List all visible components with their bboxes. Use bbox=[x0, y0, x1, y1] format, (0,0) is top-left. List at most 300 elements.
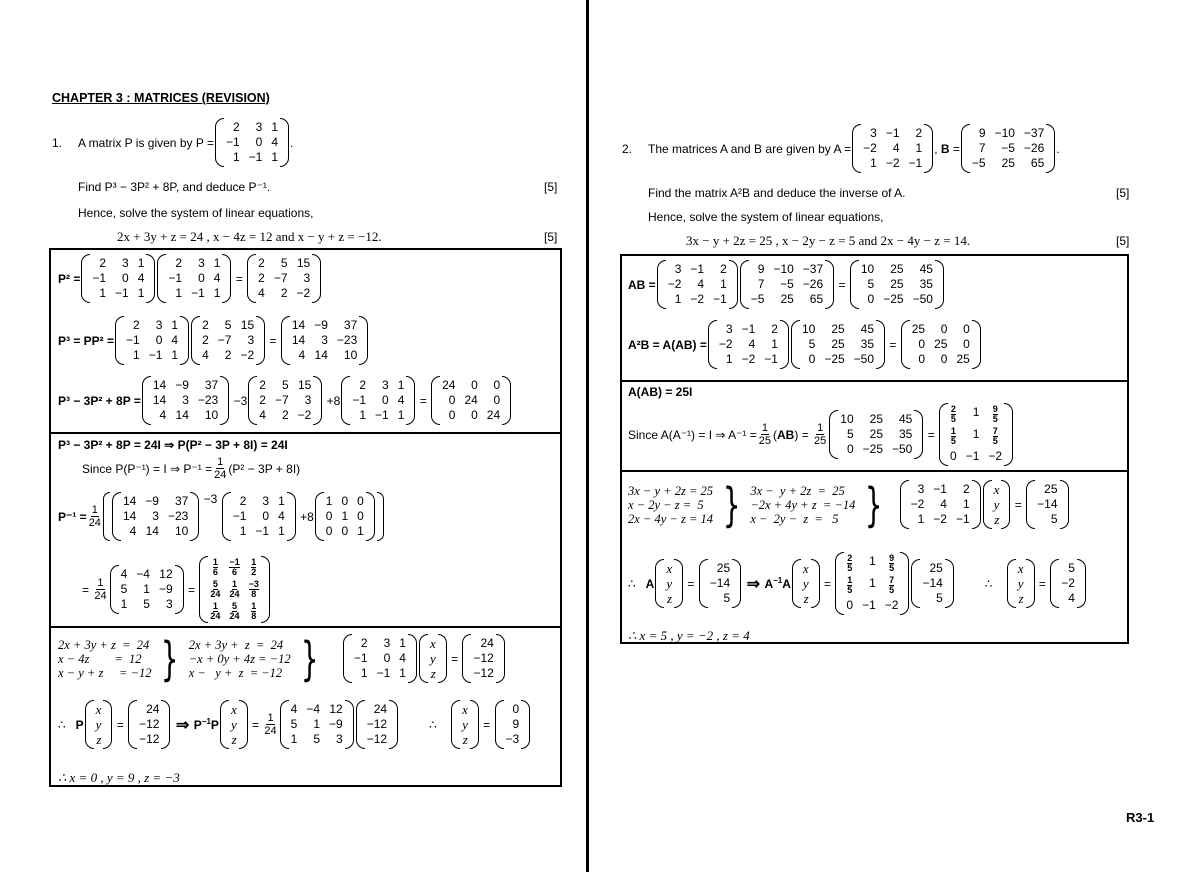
vector-xyz-4 bbox=[451, 700, 479, 749]
matrix-cell: 4 bbox=[397, 393, 405, 407]
matrix-cell: −9 bbox=[329, 717, 343, 731]
matrix-cell: 25 bbox=[890, 262, 904, 276]
q2-task1: Find the matrix A²B and deduce the inverse of A. bbox=[648, 186, 906, 200]
matrix-cell: 4 bbox=[129, 524, 137, 538]
matrix-cell: −1 6 bbox=[229, 557, 240, 577]
matrix-cell: −50 bbox=[853, 352, 875, 366]
matrix-cell: −2 bbox=[718, 337, 733, 351]
matrix-cell: 24 bbox=[442, 378, 456, 392]
matrix-cell: 14 bbox=[291, 318, 306, 332]
matrix-cell: −1 bbox=[225, 135, 240, 149]
matrix-cell: −5 bbox=[780, 277, 794, 291]
matrix-cell: −2 bbox=[297, 408, 312, 422]
matrix-cell: 5 bbox=[723, 591, 731, 605]
matrix-cell: 25 bbox=[831, 322, 845, 336]
frac-1-24: $\frac{1}{24}$ bbox=[214, 456, 227, 481]
matrix-cell: 0 bbox=[963, 322, 970, 336]
matrix-cell: z bbox=[462, 732, 468, 747]
q2-number: 2. bbox=[622, 141, 633, 156]
matrix-cell: −26 bbox=[1023, 141, 1045, 155]
matrix-cell: 0 bbox=[382, 393, 389, 407]
matrix-cell: 24 bbox=[486, 408, 501, 422]
matrix-cell: 1 24 bbox=[229, 579, 240, 599]
matrix-cell: 5 bbox=[143, 597, 150, 611]
matrix-cell: −23 bbox=[336, 333, 358, 347]
matrix-cell: 2 bbox=[360, 636, 368, 650]
matrix-cell: 2 5 bbox=[847, 553, 853, 573]
matrix-cell: 4 bbox=[159, 408, 167, 422]
q1-intro: A matrix P is given by P = bbox=[78, 135, 214, 150]
matrix-cell: 65 bbox=[1030, 156, 1045, 170]
matrix-cell: 14 bbox=[122, 509, 137, 523]
matrix-cell: −5 bbox=[971, 156, 986, 170]
matrix-cell: 4 bbox=[748, 337, 756, 351]
matrix-cell: −7 bbox=[217, 333, 232, 347]
matrix-cell: −1 bbox=[955, 512, 970, 526]
matrix-cell: −4 bbox=[136, 567, 150, 581]
matrix-cell: 3 bbox=[165, 597, 173, 611]
matrix-cell: 5 bbox=[846, 427, 854, 441]
matrix-cell: x bbox=[666, 561, 673, 576]
matrix-B bbox=[961, 124, 1055, 173]
q1-sys-left: 2x + 3y + z = 24 x − 4z = 12 x − y + z = −12 bbox=[58, 637, 152, 680]
matrix-cell: 0 bbox=[918, 337, 926, 351]
matrix-cell: −7 bbox=[274, 393, 289, 407]
matrix-cell: x bbox=[462, 702, 468, 717]
matrix-cell: 45 bbox=[919, 262, 933, 276]
matrix-cell: 1 bbox=[869, 576, 876, 590]
matrix-cell: −12 bbox=[366, 717, 388, 731]
frac-1-25-b: $\frac{1}{25}$ bbox=[814, 422, 827, 447]
matrix-cell: x bbox=[802, 561, 809, 576]
matrix-AB-result bbox=[850, 260, 944, 309]
matrix-P-2 bbox=[157, 254, 231, 303]
matrix-A-2 bbox=[708, 320, 789, 369]
matrix-cell: 5 24 bbox=[210, 579, 221, 599]
matrix-cell: y bbox=[230, 717, 237, 732]
matrix-cell: 2 bbox=[202, 333, 209, 347]
matrix-cell: 5 24 bbox=[229, 601, 240, 621]
matrix-cell: 2 bbox=[259, 378, 266, 392]
matrix-B-1 bbox=[740, 260, 834, 309]
matrix-cell: 25 bbox=[934, 337, 948, 351]
matrix-cell: 12 bbox=[159, 567, 173, 581]
matrix-cell: 0 bbox=[867, 292, 875, 306]
q2-sys-left: 3x − y + 2z = 25 x − 2y − z = 5 2x − 4y − z = 14 bbox=[628, 483, 714, 526]
matrix-cell: 1 8 bbox=[251, 601, 257, 621]
q1-marks2: [5] bbox=[544, 230, 558, 244]
matrix-cell: y bbox=[95, 717, 102, 732]
matrix-cell: −2 bbox=[863, 141, 877, 155]
matrix-cell: 25 bbox=[890, 277, 904, 291]
matrix-cell: x bbox=[1017, 561, 1024, 576]
q2-a2b-row: A²B = A(AB) = 3 −1 2 −2 4 1 1 −2 −1 10 25 45 5 25 35 0 −25 −50 = 25 0 0 0 25 0 0 0 25 bbox=[628, 320, 982, 369]
brace-4: } bbox=[865, 477, 883, 532]
matrix-cell: −1 bbox=[255, 524, 270, 538]
matrix-cell: 1 bbox=[870, 156, 877, 170]
matrix-P2-result bbox=[247, 254, 321, 303]
matrix-cell: 1 bbox=[278, 494, 285, 508]
matrix-cell: 1 bbox=[357, 524, 364, 538]
matrix-cell: 0 bbox=[471, 408, 478, 422]
matrix-cell: 3 bbox=[674, 262, 682, 276]
q1-number: 1. bbox=[52, 135, 63, 150]
matrix-P3-copy bbox=[142, 376, 229, 425]
matrix-cell: −2 bbox=[884, 598, 899, 612]
q1-p2-row: P² = 2 3 1 −1 0 4 1 −1 1 2 3 1 −1 0 4 1 −1 1 = 2 5 15 2 −7 3 4 2 −2 bbox=[58, 254, 322, 303]
matrix-P2-copy-2 bbox=[248, 376, 322, 425]
matrix-cell: 1 bbox=[915, 141, 923, 155]
matrix-cell: y bbox=[462, 717, 468, 732]
matrix-cell: 0 bbox=[357, 494, 364, 508]
matrix-cell: 0 bbox=[325, 509, 333, 523]
matrix-cell: 14 bbox=[152, 378, 167, 392]
q1-marks1: [5] bbox=[544, 180, 558, 194]
matrix-cell: 4 bbox=[259, 408, 266, 422]
vector-rhs-6 bbox=[911, 559, 953, 608]
matrix-cell: 2 bbox=[281, 408, 289, 422]
matrix-cell: −12 bbox=[473, 666, 494, 680]
q2-marks2: [5] bbox=[1116, 234, 1130, 248]
matrix-cell: 3 bbox=[262, 494, 270, 508]
matrix-cell: 2 bbox=[202, 318, 209, 332]
matrix-cell: 3 bbox=[382, 378, 389, 392]
matrix-cell: −2 bbox=[988, 449, 1003, 463]
matrix-cell: 1 bbox=[213, 256, 221, 270]
q2-marks1: [5] bbox=[1116, 186, 1130, 200]
q1-task1: Find P³ − 3P² + 8P, and deduce P⁻¹. bbox=[78, 180, 271, 194]
q1-system-row: 2x + 3y + z = 24 x − 4z = 12 x − y + z = −12 } 2x + 3y + z = 24 −x + 0y + 4z = −12 x − y + z = −12 } 2 3 1 −1 0 4 1 −1 1 x y z = 24 −12 −12 bbox=[58, 634, 506, 683]
matrix-cell: 2 bbox=[280, 286, 288, 300]
matrix-cell: −1 bbox=[741, 322, 756, 336]
q1-statement: 1. A matrix P is given by P = 2 3 1 −1 0 4 1 −1 1 . bbox=[52, 118, 293, 167]
matrix-cell: x bbox=[993, 482, 1000, 497]
q1-equations: 2x + 3y + z = 24 , x − 4z = 12 and x − y + z = −12. bbox=[117, 229, 382, 244]
vector-xyz-8 bbox=[1007, 559, 1035, 608]
matrix-P3-result bbox=[281, 316, 368, 365]
matrix-cell: 1 bbox=[213, 286, 221, 300]
vector-rhs-4 bbox=[1026, 480, 1068, 529]
matrix-cell: 45 bbox=[860, 322, 875, 336]
matrix-cell: 2 bbox=[720, 262, 727, 276]
matrix-cell: −1 bbox=[885, 126, 900, 140]
matrix-cell: 4 bbox=[290, 702, 298, 716]
matrix-cell: x bbox=[429, 636, 436, 651]
matrix-cell: 5 bbox=[280, 256, 288, 270]
matrix-cell: 4 bbox=[120, 567, 128, 581]
matrix-cell: 1 bbox=[771, 337, 778, 351]
matrix-cell: 3 bbox=[303, 271, 311, 285]
matrix-cell: 4 bbox=[171, 333, 179, 347]
vector-xyz-6 bbox=[655, 559, 683, 608]
matrix-cell: x bbox=[95, 702, 102, 717]
matrix-cell: −1 bbox=[764, 352, 778, 366]
matrix-cell: 1 bbox=[271, 150, 279, 164]
matrix-cell: 2 bbox=[99, 256, 107, 270]
matrix-cell: 24 bbox=[464, 393, 478, 407]
pinv-label: P⁻¹ = bbox=[58, 509, 87, 524]
matrix-cell: 15 bbox=[240, 318, 255, 332]
matrix-cell: 35 bbox=[919, 277, 933, 291]
matrix-cell: −2 bbox=[933, 512, 947, 526]
brace-1: } bbox=[161, 631, 179, 686]
matrix-cell: 3 bbox=[321, 333, 328, 347]
matrix-cell: 5 bbox=[1050, 512, 1058, 526]
matrix-cell: 1 24 bbox=[210, 601, 221, 621]
matrix-cell: 10 bbox=[801, 322, 816, 336]
matrix-cell: −2 bbox=[885, 156, 900, 170]
matrix-cell: 1 bbox=[271, 120, 279, 134]
matrix-cell: 24 bbox=[373, 702, 388, 716]
matrix-cell: 1 bbox=[359, 408, 367, 422]
q1-pinv-result-row: = $\frac{1}{24}$ 4 −4 12 5 1 −9 1 5 3 = 1 6 −1 6 1 2 5 24 1 24 −3 8 1 24 5 24 1 8 bbox=[82, 556, 271, 623]
matrix-cell: z bbox=[96, 732, 102, 747]
matrix-cell: −7 bbox=[273, 271, 288, 285]
matrix-cell: 9 5 bbox=[889, 553, 895, 573]
matrix-cell: 3 bbox=[304, 393, 312, 407]
matrix-cell: z bbox=[231, 732, 237, 747]
matrix-cell: 10 bbox=[860, 262, 875, 276]
matrix-cell: −9 bbox=[175, 378, 189, 392]
matrix-cell: 1 bbox=[171, 348, 179, 362]
matrix-cell: 25 bbox=[716, 561, 731, 575]
matrix-cell: −1 bbox=[148, 348, 163, 362]
matrix-cell: 15 bbox=[297, 378, 312, 392]
matrix-cell: 4 bbox=[278, 509, 285, 523]
q1-solve-row: ∴ P x y z = 24 −12 −12 ⇒ $P^{-1}P$ x y z = $\frac{1}{24}$ 4 −4 12 5 1 −9 1 5 3 24 −12 −12 ∴ x y z = 0 9 −3 bbox=[58, 700, 531, 749]
q1-sys-mid: 2x + 3y + z = 24 −x + 0y + 4z = −12 x − y + z = −12 bbox=[188, 637, 291, 680]
matrix-cell: 3 bbox=[247, 333, 255, 347]
matrix-cell: 1 bbox=[290, 732, 298, 746]
matrix-cell: 0 bbox=[918, 352, 926, 366]
matrix-cell: 25 bbox=[1001, 156, 1015, 170]
matrix-cell: 1 bbox=[917, 512, 925, 526]
vector-xyz-3 bbox=[220, 700, 248, 749]
matrix-cell: 25 bbox=[869, 412, 883, 426]
q1-line2a: Since P(P⁻¹) = I ⇒ P⁻¹ = bbox=[82, 461, 213, 476]
matrix-cell: −3 8 bbox=[248, 579, 259, 599]
matrix-cell: 3 bbox=[383, 636, 391, 650]
matrix-cell: −2 bbox=[1061, 576, 1075, 590]
column-divider bbox=[586, 0, 589, 872]
matrix-cell: 1 bbox=[313, 717, 321, 731]
matrix-cell: 0 bbox=[383, 651, 391, 665]
matrix-cell: 2 bbox=[258, 256, 265, 270]
vector-answer-1 bbox=[495, 700, 531, 749]
matrix-cell: 5 bbox=[281, 378, 289, 392]
matrix-cell: 1 bbox=[171, 318, 179, 332]
matrix-cell: 3 bbox=[917, 482, 925, 496]
matrix-cell: 0 bbox=[950, 449, 957, 463]
frac-1-24-b: $\frac{1}{24}$ bbox=[88, 504, 101, 529]
matrix-P-4 bbox=[341, 376, 415, 425]
chapter-title: CHAPTER 3 : MATRICES (REVISION) bbox=[52, 91, 270, 105]
matrix-coef bbox=[900, 480, 981, 529]
matrix-cell: 2 bbox=[175, 256, 183, 270]
q2-ab-row: AB = 3 −1 2 −2 4 1 1 −2 −1 9 −10 −37 7 −5 −26 −5 25 65 = 10 25 45 5 25 35 0 −25 −50 bbox=[628, 260, 945, 309]
matrix-cell: 1 5 bbox=[950, 426, 956, 446]
matrix-cell: 0 bbox=[357, 509, 364, 523]
matrix-P3-copy-2 bbox=[112, 492, 199, 541]
q2-sep-1 bbox=[620, 380, 1129, 382]
matrix-cell: 1 bbox=[137, 256, 145, 270]
matrix-cell: 14 bbox=[314, 348, 328, 362]
matrix-cell: 2 bbox=[239, 494, 247, 508]
matrix-cell: 10 bbox=[343, 348, 358, 362]
matrix-cell: 1 bbox=[972, 405, 980, 419]
matrix-24I bbox=[431, 376, 511, 425]
matrix-cell: 14 bbox=[291, 333, 306, 347]
matrix-cell: 4 bbox=[892, 141, 900, 155]
matrix-cell: 0 bbox=[341, 524, 349, 538]
q2-line2: Since A(A⁻¹) = I ⇒ A⁻¹ = bbox=[628, 427, 757, 442]
vector-rhs-3 bbox=[356, 700, 398, 749]
matrix-cell: −3 bbox=[505, 732, 520, 746]
matrix-cell: 0 bbox=[493, 378, 501, 392]
matrix-cell: 3 bbox=[122, 256, 129, 270]
matrix-cell: −50 bbox=[892, 442, 913, 456]
matrix-25I bbox=[901, 320, 981, 369]
matrix-cell: 1 bbox=[137, 286, 145, 300]
matrix-cell: y bbox=[1017, 576, 1024, 591]
brace-2: } bbox=[300, 631, 319, 686]
matrix-cell: 2 bbox=[915, 126, 923, 140]
matrix-cell: −10 bbox=[994, 126, 1015, 140]
matrix-cell: −1 bbox=[713, 292, 727, 306]
matrix-cell: 1 bbox=[869, 554, 876, 568]
matrix-cell: z bbox=[667, 591, 673, 606]
matrix-cell: 14 bbox=[145, 524, 159, 538]
q1-line2 bbox=[82, 456, 300, 481]
matrix-cell: 1 6 bbox=[212, 557, 218, 577]
vector-xyz bbox=[419, 634, 447, 683]
matrix-P-6 bbox=[343, 634, 417, 683]
q1-task2: Hence, solve the system of linear equations, bbox=[78, 206, 314, 220]
matrix-P-5 bbox=[222, 492, 296, 541]
matrix-cell: 0 bbox=[262, 509, 270, 523]
matrix-cell: 5 bbox=[224, 318, 232, 332]
matrix-cell: 14 bbox=[175, 408, 189, 422]
matrix-cell: 3 bbox=[255, 120, 263, 134]
matrix-cell: −12 bbox=[366, 732, 388, 746]
matrix-cell: −14 bbox=[709, 576, 731, 590]
matrix-cell: −4 bbox=[306, 702, 321, 716]
matrix-ainv-fracs-2 bbox=[835, 552, 909, 615]
matrix-cell: 4 bbox=[940, 497, 947, 511]
matrix-cell: 3 bbox=[336, 732, 343, 746]
q2-system-row: 3x − y + 2z = 25 x − 2y − z = 5 2x − 4y − z = 14 } 3x − y + 2z = 25 −2x + 4y + z = −14 x − 2y − z = 5 } 3 −1 2 −2 4 1 1 −2 −1 x y z = 25 −14 5 bbox=[628, 480, 1070, 529]
matrix-cell: −9 bbox=[158, 582, 173, 596]
vector-xyz-7 bbox=[792, 559, 820, 608]
matrix-cell: −1 bbox=[375, 408, 389, 422]
q1-line2b: (P² − 3P + 8I) bbox=[228, 461, 301, 476]
matrix-cell: y bbox=[429, 651, 436, 666]
matrix-cell: 0 bbox=[122, 271, 129, 285]
matrix-cell: 5 bbox=[290, 717, 298, 731]
matrix-cell: 7 5 bbox=[889, 575, 895, 595]
frac-1-25: $\frac{1}{25}$ bbox=[758, 422, 772, 447]
matrix-cell: −1 bbox=[248, 150, 263, 164]
matrix-cell: 0 bbox=[448, 408, 456, 422]
matrix-cell: 5 bbox=[936, 591, 943, 605]
matrix-cell: 1 bbox=[972, 427, 980, 441]
matrix-cell: −1 bbox=[353, 651, 368, 665]
matrix-cell: −14 bbox=[1037, 497, 1058, 511]
matrix-cell: 0 bbox=[940, 352, 948, 366]
matrix-cell: −37 bbox=[1023, 126, 1045, 140]
matrix-cell: 25 bbox=[929, 561, 943, 575]
matrix-cell: y bbox=[666, 576, 673, 591]
q1-sep-2 bbox=[49, 626, 562, 628]
matrix-cell: 4 bbox=[399, 651, 406, 665]
matrix-cell: 2 bbox=[133, 318, 140, 332]
matrix-cell: 1 bbox=[120, 597, 128, 611]
matrix-cell: −1 bbox=[908, 156, 923, 170]
matrix-cell: 0 bbox=[963, 337, 970, 351]
matrix-adj bbox=[110, 565, 184, 614]
matrix-cell: 25 bbox=[831, 337, 845, 351]
matrix-cell: 1 bbox=[232, 150, 240, 164]
q2-intro: The matrices A and B are given by A = bbox=[648, 141, 852, 156]
matrix-pinv-fracs bbox=[199, 556, 270, 623]
matrix-cell: 1 bbox=[99, 286, 107, 300]
q2-equations: 3x − y + 2z = 25 , x − 2y − z = 5 and 2x − 4y − z = 14. bbox=[686, 233, 971, 248]
matrix-cell: −1 bbox=[232, 509, 247, 523]
matrix-cell: 7 5 bbox=[992, 426, 998, 446]
matrix-cell: 24 bbox=[480, 636, 494, 650]
matrix-P-1 bbox=[81, 254, 155, 303]
matrix-cell: −26 bbox=[802, 277, 824, 291]
matrix-cell: 14 bbox=[122, 494, 137, 508]
matrix-cell: −37 bbox=[802, 262, 824, 276]
q1-answer: ∴ x = 0 , y = 9 , z = −3 bbox=[58, 770, 180, 785]
matrix-cell: 10 bbox=[840, 412, 854, 426]
frac-1-24-d: $\frac{1}{24}$ bbox=[264, 712, 277, 737]
matrix-cell: −25 bbox=[862, 442, 883, 456]
matrix-cell: 25 bbox=[869, 427, 883, 441]
matrix-cell: −10 bbox=[773, 262, 794, 276]
page-number: R3-1 bbox=[1126, 810, 1155, 825]
matrix-cell: −1 bbox=[933, 482, 947, 496]
q2-sys-mid: 3x − y + 2z = 25 −2x + 4y + z = −14 x − 2y − z = 5 bbox=[750, 483, 856, 526]
matrix-cell: 1 bbox=[399, 636, 406, 650]
matrix-adj-2 bbox=[280, 700, 354, 749]
matrix-cell: 1 bbox=[325, 494, 333, 508]
matrix-cell: −9 bbox=[145, 494, 159, 508]
matrix-cell: 4 bbox=[258, 286, 265, 300]
matrix-cell: 1 bbox=[175, 286, 183, 300]
matrix-cell: −50 bbox=[912, 292, 933, 306]
matrix-cell: 15 bbox=[296, 256, 311, 270]
matrix-cell: 37 bbox=[343, 318, 358, 332]
brace-3: } bbox=[722, 477, 741, 532]
matrix-cell: 1 bbox=[133, 348, 140, 362]
matrix-cell: −1 bbox=[168, 271, 183, 285]
frac-1-24-c: $\frac{1}{24}$ bbox=[94, 577, 107, 602]
matrix-cell: −25 bbox=[883, 292, 904, 306]
matrix-A bbox=[852, 124, 933, 173]
matrix-cell: 3 bbox=[182, 393, 189, 407]
matrix-cell: 1 bbox=[278, 524, 285, 538]
matrix-cell: 9 bbox=[512, 717, 520, 731]
matrix-cell: 37 bbox=[174, 494, 189, 508]
matrix-cell: 2 bbox=[224, 348, 232, 362]
matrix-cell: 5 bbox=[313, 732, 321, 746]
q2-task2: Hence, solve the system of linear equations, bbox=[648, 210, 884, 224]
matrix-cell: −2 bbox=[741, 352, 756, 366]
matrix-P bbox=[215, 118, 289, 167]
vector-xyz-5 bbox=[983, 480, 1011, 529]
